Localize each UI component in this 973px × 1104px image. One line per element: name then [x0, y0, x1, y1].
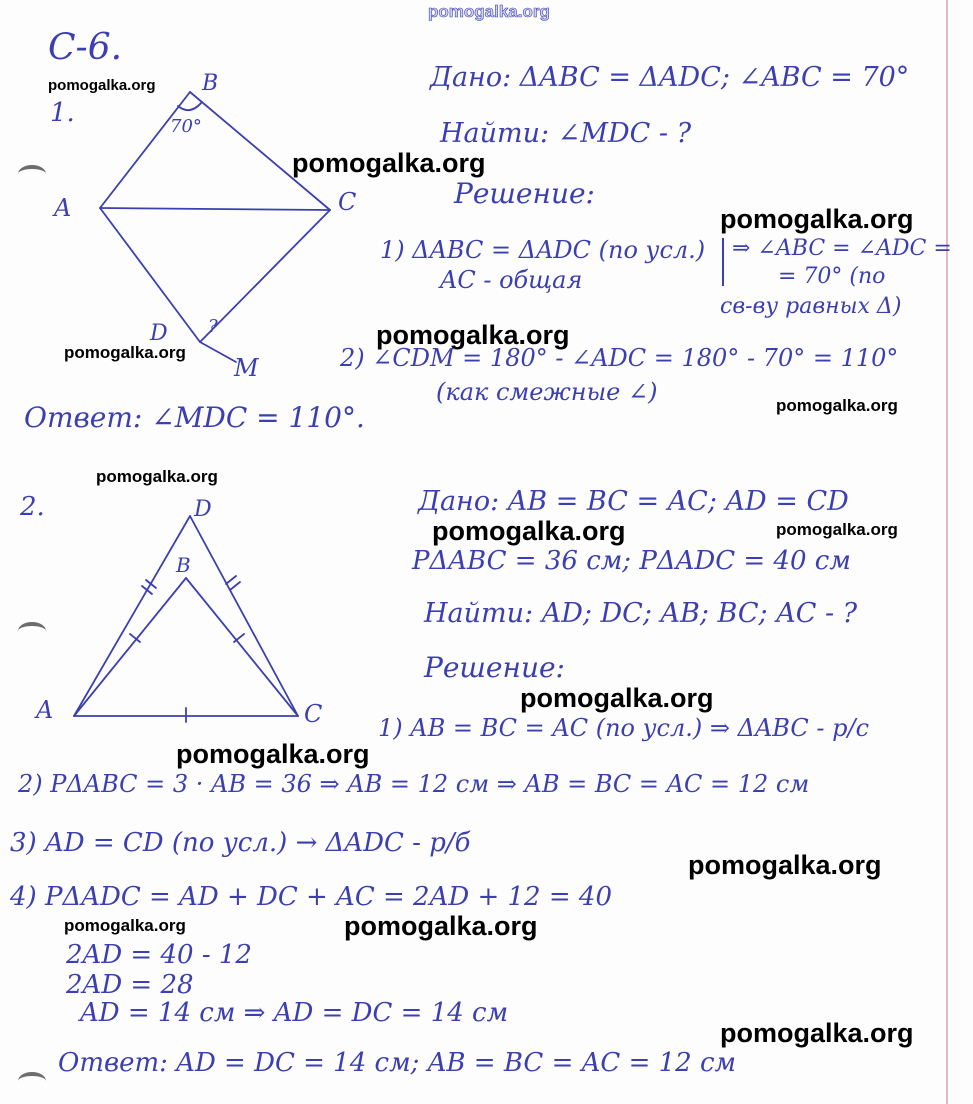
- unknown-angle-mark: ?: [208, 316, 218, 337]
- tick-dc: [230, 582, 240, 590]
- watermark: pomogalka.org: [292, 148, 486, 178]
- tick-ad: [142, 586, 152, 594]
- segment-bc: [190, 92, 330, 210]
- problem1-step2-line2: (как смежные ∠): [436, 378, 658, 406]
- segment-bc: [186, 578, 298, 716]
- problem1-step1-result-line3: св-ву равных Δ): [720, 294, 902, 319]
- problem1-given: Дано: ΔABC = ΔADC; ∠ABC = 70°: [430, 62, 910, 93]
- segment-ad: [74, 516, 190, 716]
- problem1-step1-result-line2: = 70° (по: [778, 264, 886, 289]
- problem1-figure: [40, 60, 360, 400]
- label-b: B: [202, 71, 219, 96]
- segment-ab: [100, 92, 190, 208]
- problem1-solution-title: Решение:: [454, 177, 595, 210]
- problem2-number: 2.: [20, 492, 45, 522]
- label-d: D: [150, 321, 168, 346]
- problem2-step4: 4) PΔADC = AD + DC + AC = 2AD + 12 = 40: [10, 882, 612, 912]
- problem2-calc2: 2AD = 28: [66, 970, 194, 1000]
- label-c: C: [338, 188, 357, 216]
- watermark: pomogalka.org: [344, 911, 538, 941]
- problem1-find: Найти: ∠MDC - ?: [440, 118, 692, 149]
- work-label: С-6.: [48, 27, 123, 68]
- problem1-step1-line2: AC - общая: [440, 266, 583, 294]
- problem2-given-line2: PΔABC = 36 см; PΔADC = 40 см: [412, 546, 851, 576]
- ray-dm: [200, 342, 236, 362]
- angle-b-value: 70°: [170, 116, 202, 137]
- brace: [722, 238, 724, 286]
- watermark: pomogalka.org: [776, 396, 898, 415]
- tick-ad: [146, 580, 156, 588]
- margin-line: [946, 0, 948, 1104]
- segment-ac: [100, 208, 330, 210]
- watermark: pomogalka.org: [376, 320, 570, 350]
- watermark: pomogalka.org: [776, 520, 898, 539]
- problem1-step2-line1: 2) ∠CDM = 180° - ∠ADC = 180° - 70° = 110°: [340, 344, 899, 372]
- problem2-find: Найти: AD; DC; AB; BC; AC - ?: [424, 598, 858, 629]
- segment-dc: [190, 516, 298, 716]
- watermark: pomogalka.org: [520, 683, 714, 713]
- watermark: pomogalka.org: [64, 916, 186, 935]
- watermark: pomogalka.org: [720, 1018, 914, 1048]
- problem1-step1-result-line1: ⇒ ∠ABC = ∠ADC =: [732, 236, 952, 261]
- problem1-answer: Ответ: ∠MDC = 110°.: [24, 401, 365, 434]
- tick-dc: [226, 576, 236, 584]
- label-a: A: [36, 696, 54, 724]
- problem2-step3: 3) AD = CD (по усл.) → ΔADC - р/б: [10, 828, 471, 858]
- label-m: M: [234, 354, 259, 382]
- watermark: pomogalka.org: [176, 739, 370, 769]
- binder-hole-mark: [18, 1072, 46, 1090]
- watermark: pomogalka.org: [432, 516, 626, 546]
- problem2-step1: 1) AB = BC = AC (по усл.) ⇒ ΔABC - р/с: [378, 714, 870, 742]
- watermark: pomogalka.org: [688, 850, 882, 880]
- problem2-solution-title: Решение:: [424, 651, 565, 684]
- problem2-answer: Ответ: AD = DC = 14 см; AB = BC = AC = 12 см: [58, 1048, 737, 1078]
- label-d: D: [194, 497, 212, 522]
- problem2-given-line1: Дано: AB = BC = AC; AD = CD: [418, 486, 849, 517]
- label-a: A: [54, 194, 72, 222]
- watermark: pomogalka.org: [428, 2, 550, 21]
- problem2-calc1: 2AD = 40 - 12: [66, 940, 252, 970]
- problem2-figure: [30, 488, 350, 728]
- watermark: pomogalka.org: [64, 343, 186, 362]
- segment-dc: [200, 210, 330, 342]
- problem2-calc3: AD = 14 см ⇒ AD = DC = 14 см: [80, 998, 509, 1028]
- watermark: pomogalka.org: [720, 204, 914, 234]
- segment-ab: [74, 578, 186, 716]
- label-c: C: [304, 700, 323, 728]
- watermark: pomogalka.org: [48, 77, 156, 94]
- problem2-step2: 2) PΔABC = 3 · AB = 36 ⇒ AB = 12 см ⇒ AB = BC = AC = 12 см: [18, 770, 810, 798]
- problem1-number: 1.: [50, 98, 75, 128]
- label-b: B: [176, 553, 191, 577]
- watermark: pomogalka.org: [96, 467, 218, 486]
- problem1-step1-line1: 1) ΔABC = ΔADC (по усл.): [380, 236, 706, 264]
